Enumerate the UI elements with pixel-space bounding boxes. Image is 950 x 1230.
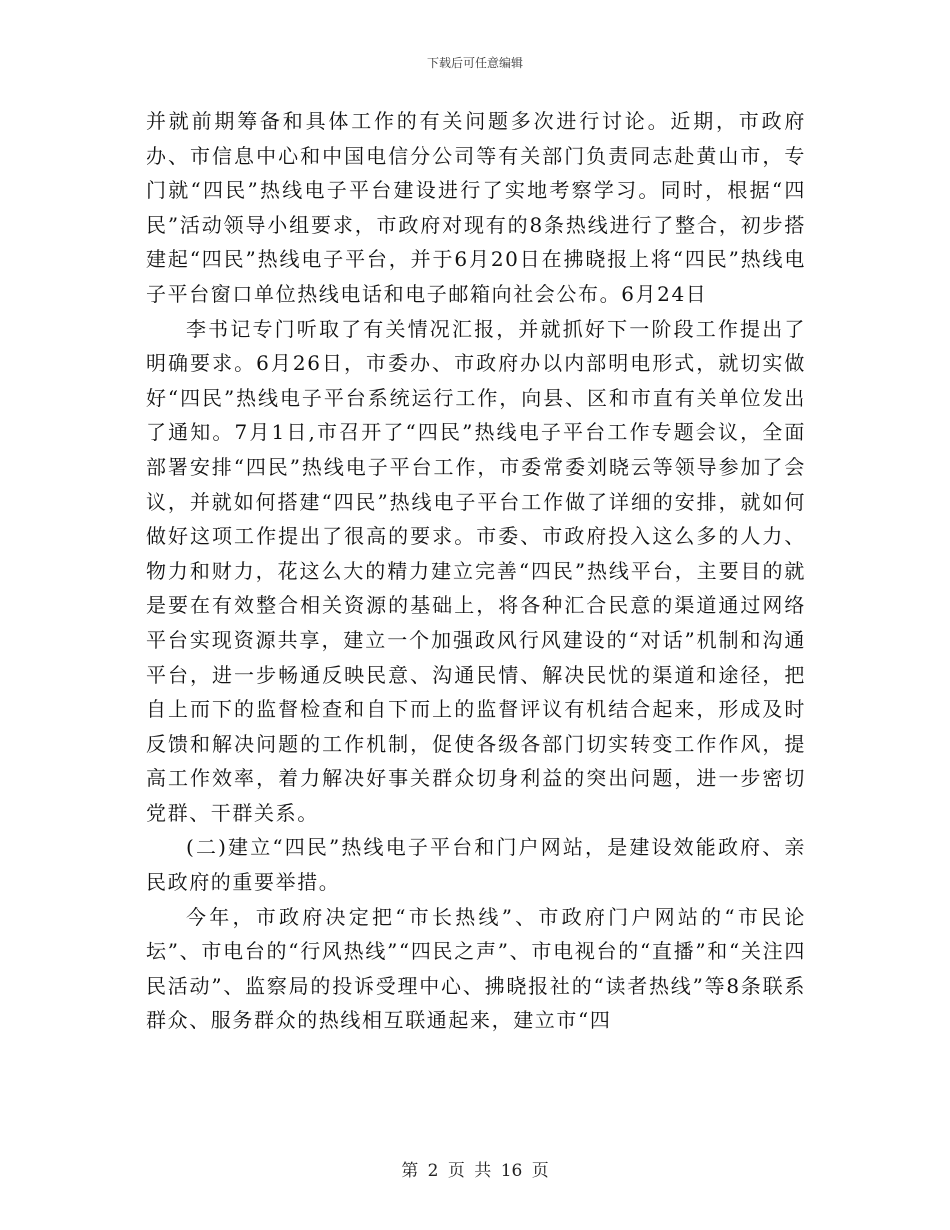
paragraph-2: 李书记专门听取了有关情况汇报，并就抓好下一阶段工作提出了明确要求。6月26日，市委办、市政府办以内部明电形式，就切实做好“四民”热线电子平台系统运行工作，向县、区和市直有关单位发出了通知。7月1日,市召开了“四民”热线电子平台工作专题会议，全面部署安排“四民”热线电子平台工作，市委常委刘晓云等领导参加了会议，并就如何搭建“四民”热线电子平台工作做了详细的安排，就如何做好这项工作提出了很高的要求。市委、市政府投入这么多的人力、物力和财力，花这么大的精力建立完善“四民”热线平台，主要目的就是要在有效整合相关资源的基础上，将各种汇合民意的渠道通过网络平台实现资源共享，建立一个加强政风行风建设的“对话”机制和沟通平台，进一步畅通反映民意、沟通民情、解决民忧的渠道和途径，把自上而下的监督检查和自下而上的监督评议有机结合起来，形成及时反馈和解决问题的工作机制，促使各级各部门切实转变工作作风，提高工作效率，着力解决好事关群众切身利益的突出问题，进一步密切党群、干群关系。 — [146, 316, 806, 825]
paragraph-1: 并就前期筹备和具体工作的有关问题多次进行讨论。近期，市政府办、市信息中心和中国电信分公司等有关部门负责同志赴黄山市，专门就“四民”热线电子平台建设进行了实地考察学习。同时，根据“四民”活动领导小组要求，市政府对现有的8条热线进行了整合，初步搭建起“四民”热线电子平台，并于6月20日在拂晓报上将“四民”热线电子平台窗口单位热线电话和电子邮箱向社会公布。6月24日 — [146, 109, 806, 306]
paragraph-3: (二)建立“四民”热线电子平台和门户网站，是建设效能政府、亲民政府的重要举措。 — [146, 835, 806, 895]
document-body — [146, 104, 806, 1038]
paragraph-4: 今年，市政府决定把“市长热线”、市政府门户网站的“市民论坛”、市电台的“行风热线”“四民之声”、市电视台的“直播”和“关注四民活动”、监察局的投诉受理中心、拂晓报社的“读者热线”等8条联系群众、服务群众的热线相互联通起来，建立市“四 — [146, 904, 806, 1033]
header-note: 下载后可任意编辑 — [426, 56, 523, 70]
page-number: 第 2 页 共 16 页 — [401, 1161, 549, 1181]
